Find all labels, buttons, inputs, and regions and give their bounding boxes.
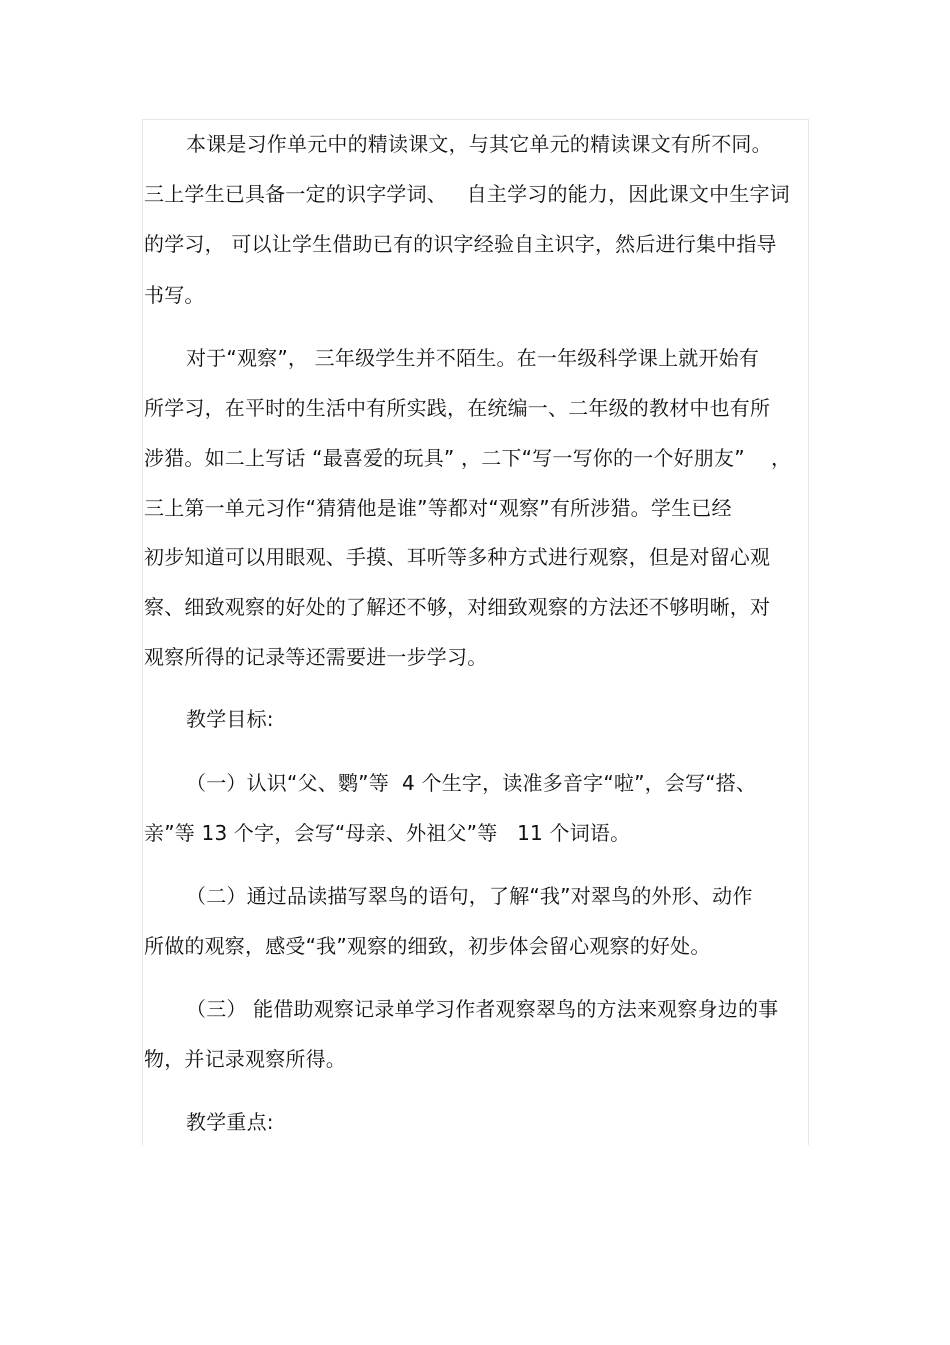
page-frame [142,119,809,1145]
paragraph-line: 三上第一单元习作“猜猜他是谁”等都对“观察”有所涉猎。学生已经 [144,496,732,520]
paragraph-line: 察、细致观察的好处的了解还不够，对细致观察的方法还不够明晰，对 [144,595,771,619]
paragraph-line: （一）认识“父、鹦”等 4 个生字，读准多音字“啦”，会写“搭、 [186,771,757,795]
paragraph-line: 对于“观察”， 三年级学生并不陌生。在一年级科学课上就开始有 [186,346,760,370]
paragraph-line: 初步知道可以用眼观、手摸、耳听等多种方式进行观察，但是对留心观 [144,545,771,569]
paragraph-line: 物，并记录观察所得。 [144,1047,346,1071]
paragraph-line: 亲”等 13 个字，会写“母亲、外祖父”等 11 个词语。 [144,821,631,845]
paragraph-line: 书写。 [144,283,205,307]
paragraph-line: （三） 能借助观察记录单学习作者观察翠鸟的方法来观察身边的事 [186,997,779,1021]
paragraph-line: （二）通过品读描写翠鸟的语句，了解“我”对翠鸟的外形、动作 [186,884,753,908]
section-heading: 教学目标: [186,707,274,731]
paragraph-line: 所做的观察，感受“我”观察的细致，初步体会留心观察的好处。 [144,934,711,958]
paragraph-line: 所学习，在平时的生活中有所实践，在统编一、二年级的教材中也有所 [144,396,771,420]
paragraph-line: 本课是习作单元中的精读课文，与其它单元的精读课文有所不同。 [186,132,772,156]
paragraph-line: 的学习， 可以让学生借助已有的识字经验自主识字，然后进行集中指导 [144,232,777,256]
section-heading: 教学重点: [186,1110,274,1134]
paragraph-line: 涉猎。如二上写话 “最喜爱的玩具” ，二下“写一写你的一个好朋友” ， [144,446,792,470]
paragraph-line: 三上学生已具备一定的识字学词、 自主学习的能力，因此课文中生字词 [144,182,790,206]
paragraph-line: 观察所得的记录等还需要进一步学习。 [144,645,488,669]
